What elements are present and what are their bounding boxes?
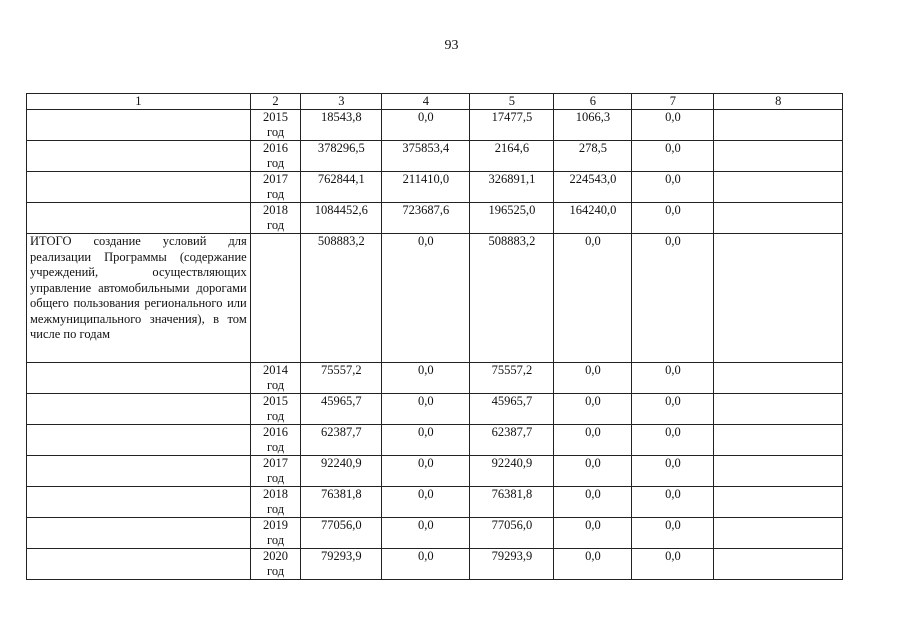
value-cell-c8	[714, 394, 843, 425]
year-value: 2017	[263, 456, 289, 470]
value-cell-c3: 79293,9	[301, 549, 382, 580]
value-cell-c7: 0,0	[632, 394, 714, 425]
year-value: 2016	[263, 141, 289, 155]
value-cell-c8	[714, 203, 843, 234]
value-cell-c7: 0,0	[632, 487, 714, 518]
year-unit: год	[267, 156, 285, 170]
row-label	[27, 394, 251, 425]
value-cell-c4: 0,0	[382, 110, 470, 141]
value-cell-c8	[714, 425, 843, 456]
value-cell-c8	[714, 172, 843, 203]
table-row	[27, 203, 843, 234]
row-label	[27, 363, 251, 394]
value-cell-c5: 326891,1	[470, 172, 554, 203]
value-cell-c3: 92240,9	[301, 456, 382, 487]
value-cell-c7: 0,0	[632, 110, 714, 141]
value-cell-c4: 723687,6	[382, 203, 470, 234]
row-label	[27, 110, 251, 141]
year-unit: год	[267, 564, 285, 578]
year-cell	[250, 549, 301, 580]
value-cell-c4: 375853,4	[382, 141, 470, 172]
year-value: 2014	[263, 363, 289, 377]
value-cell-c4: 0,0	[382, 363, 470, 394]
table-row	[27, 394, 843, 425]
row-label	[27, 425, 251, 456]
value-cell-c7: 0,0	[632, 549, 714, 580]
value-cell-c8	[714, 234, 843, 363]
year-value: 2019	[263, 518, 289, 532]
value-cell-c3: 762844,1	[301, 172, 382, 203]
value-cell-c5: 92240,9	[470, 456, 554, 487]
row-label	[27, 487, 251, 518]
year-cell	[250, 456, 301, 487]
year-cell	[250, 172, 301, 203]
value-cell-c8	[714, 487, 843, 518]
year-unit: год	[267, 502, 285, 516]
table-body	[27, 94, 843, 580]
row-label	[27, 172, 251, 203]
value-cell-c3: 62387,7	[301, 425, 382, 456]
value-cell-c6: 0,0	[554, 425, 632, 456]
table-row	[27, 425, 843, 456]
year-value: 2018	[263, 203, 289, 217]
value-cell-c4: 0,0	[382, 425, 470, 456]
column-header: 3	[301, 94, 382, 110]
year-value: 2016	[263, 425, 289, 439]
value-cell-c7: 0,0	[632, 141, 714, 172]
year-unit: год	[267, 378, 285, 392]
value-cell-c4: 0,0	[382, 487, 470, 518]
value-cell-c7: 0,0	[632, 425, 714, 456]
value-cell-c6: 0,0	[554, 518, 632, 549]
column-header: 2	[250, 94, 301, 110]
value-cell-c8	[714, 141, 843, 172]
value-cell-c8	[714, 518, 843, 549]
value-cell-c3: 1084452,6	[301, 203, 382, 234]
page-number: 93	[444, 38, 459, 53]
year-cell	[250, 203, 301, 234]
table-row	[27, 518, 843, 549]
value-cell-c3: 378296,5	[301, 141, 382, 172]
year-value: 2017	[263, 172, 289, 186]
value-cell-c3: 75557,2	[301, 363, 382, 394]
year-unit: год	[267, 125, 285, 139]
year-unit: год	[267, 187, 285, 201]
row-label	[27, 203, 251, 234]
value-cell-c6: 1066,3	[554, 110, 632, 141]
year-unit: год	[267, 471, 285, 485]
table-row	[27, 549, 843, 580]
year-unit: год	[267, 533, 285, 547]
value-cell-c5: 75557,2	[470, 363, 554, 394]
value-cell-c4: 0,0	[382, 234, 470, 363]
value-cell-c5: 17477,5	[470, 110, 554, 141]
year-unit: год	[267, 440, 285, 454]
table-row	[27, 172, 843, 203]
year-value: 2015	[263, 394, 289, 408]
value-cell-c6: 278,5	[554, 141, 632, 172]
year-unit: год	[267, 218, 285, 232]
year-cell	[250, 363, 301, 394]
value-cell-c7: 0,0	[632, 203, 714, 234]
value-cell-c3: 508883,2	[301, 234, 382, 363]
value-cell-c4: 0,0	[382, 549, 470, 580]
value-cell-c6: 164240,0	[554, 203, 632, 234]
value-cell-c3: 76381,8	[301, 487, 382, 518]
table-row	[27, 456, 843, 487]
value-cell-c6: 0,0	[554, 234, 632, 363]
value-cell-c8	[714, 549, 843, 580]
column-header: 7	[632, 94, 714, 110]
table-row	[27, 487, 843, 518]
table-row	[27, 141, 843, 172]
value-cell-c5: 79293,9	[470, 549, 554, 580]
value-cell-c8	[714, 456, 843, 487]
value-cell-c8	[714, 110, 843, 141]
value-cell-c5: 196525,0	[470, 203, 554, 234]
year-value: 2018	[263, 487, 289, 501]
value-cell-c5: 45965,7	[470, 394, 554, 425]
value-cell-c7: 0,0	[632, 518, 714, 549]
row-label	[27, 141, 251, 172]
year-unit: год	[267, 409, 285, 423]
value-cell-c3: 45965,7	[301, 394, 382, 425]
year-cell	[250, 141, 301, 172]
header-row	[27, 94, 843, 110]
value-cell-c6: 0,0	[554, 487, 632, 518]
column-header: 5	[470, 94, 554, 110]
table-row-total	[27, 234, 843, 363]
value-cell-c4: 211410,0	[382, 172, 470, 203]
row-label	[27, 456, 251, 487]
column-header: 4	[382, 94, 470, 110]
value-cell-c5: 77056,0	[470, 518, 554, 549]
value-cell-c6: 224543,0	[554, 172, 632, 203]
year-cell	[250, 425, 301, 456]
value-cell-c4: 0,0	[382, 518, 470, 549]
value-cell-c6: 0,0	[554, 363, 632, 394]
value-cell-c4: 0,0	[382, 456, 470, 487]
column-header: 6	[554, 94, 632, 110]
year-cell	[250, 487, 301, 518]
value-cell-c5: 508883,2	[470, 234, 554, 363]
year-cell	[250, 518, 301, 549]
row-label: ИТОГО создание условий для реализации Программы (содержание учреждений, осуществляющих управление автомобильными дорогами общего пользования регионального или межмуниципального значения), в том числе по годам	[27, 234, 251, 363]
column-header: 8	[714, 94, 843, 110]
value-cell-c4: 0,0	[382, 394, 470, 425]
year-cell	[250, 110, 301, 141]
row-label	[27, 518, 251, 549]
table-row	[27, 363, 843, 394]
column-header: 1	[27, 94, 251, 110]
value-cell-c3: 18543,8	[301, 110, 382, 141]
value-cell-c7: 0,0	[632, 172, 714, 203]
value-cell-c6: 0,0	[554, 394, 632, 425]
value-cell-c8	[714, 363, 843, 394]
table-row	[27, 110, 843, 141]
value-cell-c5: 62387,7	[470, 425, 554, 456]
value-cell-c6: 0,0	[554, 456, 632, 487]
value-cell-c5: 76381,8	[470, 487, 554, 518]
year-cell	[250, 234, 301, 363]
value-cell-c7: 0,0	[632, 363, 714, 394]
budget-table	[26, 93, 843, 580]
value-cell-c7: 0,0	[632, 456, 714, 487]
row-label	[27, 549, 251, 580]
value-cell-c7: 0,0	[632, 234, 714, 363]
value-cell-c5: 2164,6	[470, 141, 554, 172]
year-cell	[250, 394, 301, 425]
value-cell-c3: 77056,0	[301, 518, 382, 549]
year-value: 2020	[263, 549, 289, 563]
value-cell-c6: 0,0	[554, 549, 632, 580]
year-value: 2015	[263, 110, 289, 124]
